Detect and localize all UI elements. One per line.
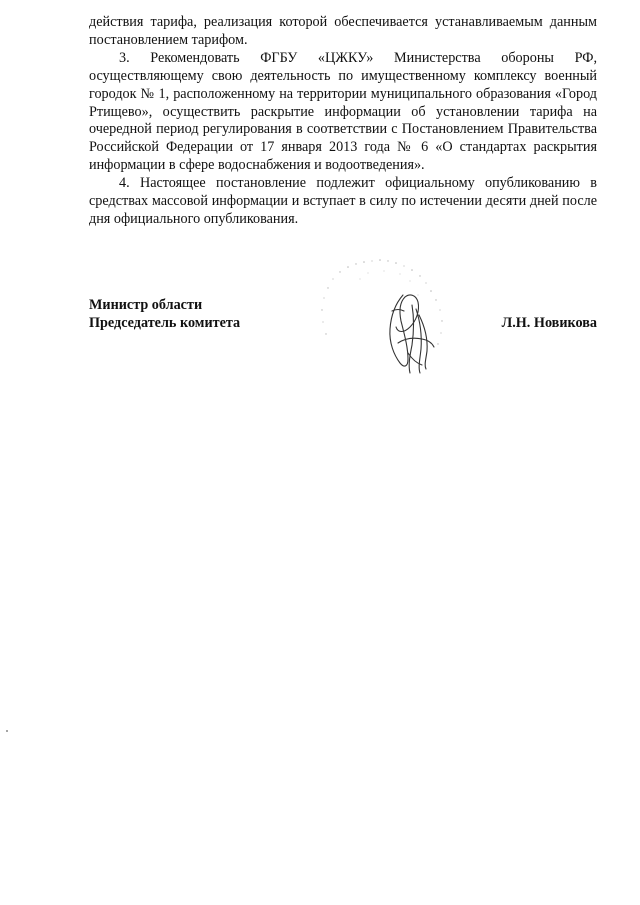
signatory-name: Л.Н. Новикова: [501, 315, 597, 331]
paragraph-3: 3. Рекомендовать ФГБУ «ЦЖКУ» Министерства обороны РФ, осуществляющему свою деятельность по имущественному комплексу военный городок № 1, расположенному на территории муниципального образования «Город Ртищево», осуществить раскрытие информации об установлении тарифа на очередной период регулирования в соответствии с Постановлением Правительства Российской Федерации от 17 января 2013 года № 6 «О стандартах раскрытия информации в сфере водоснабжения и водоотведения».: [89, 49, 597, 174]
paragraph-4: 4. Настоящее постановление подлежит официальному опубликованию в средствах массовой информации и вступает в силу по истечении десяти дней после дня официального опубликования.: [89, 175, 597, 227]
document-body: [89, 14, 597, 229]
signatory-position: [89, 296, 240, 332]
signature-block: [89, 296, 597, 386]
scan-speck: [6, 730, 8, 732]
signatory-position-line-1: Министр области: [89, 297, 203, 313]
signatory-position-line-2: Председатель комитета: [89, 315, 241, 331]
paragraph-continuation: действия тарифа, реализация которой обеспечивается устанавливаемым данным постановлением тарифом.: [89, 14, 597, 48]
